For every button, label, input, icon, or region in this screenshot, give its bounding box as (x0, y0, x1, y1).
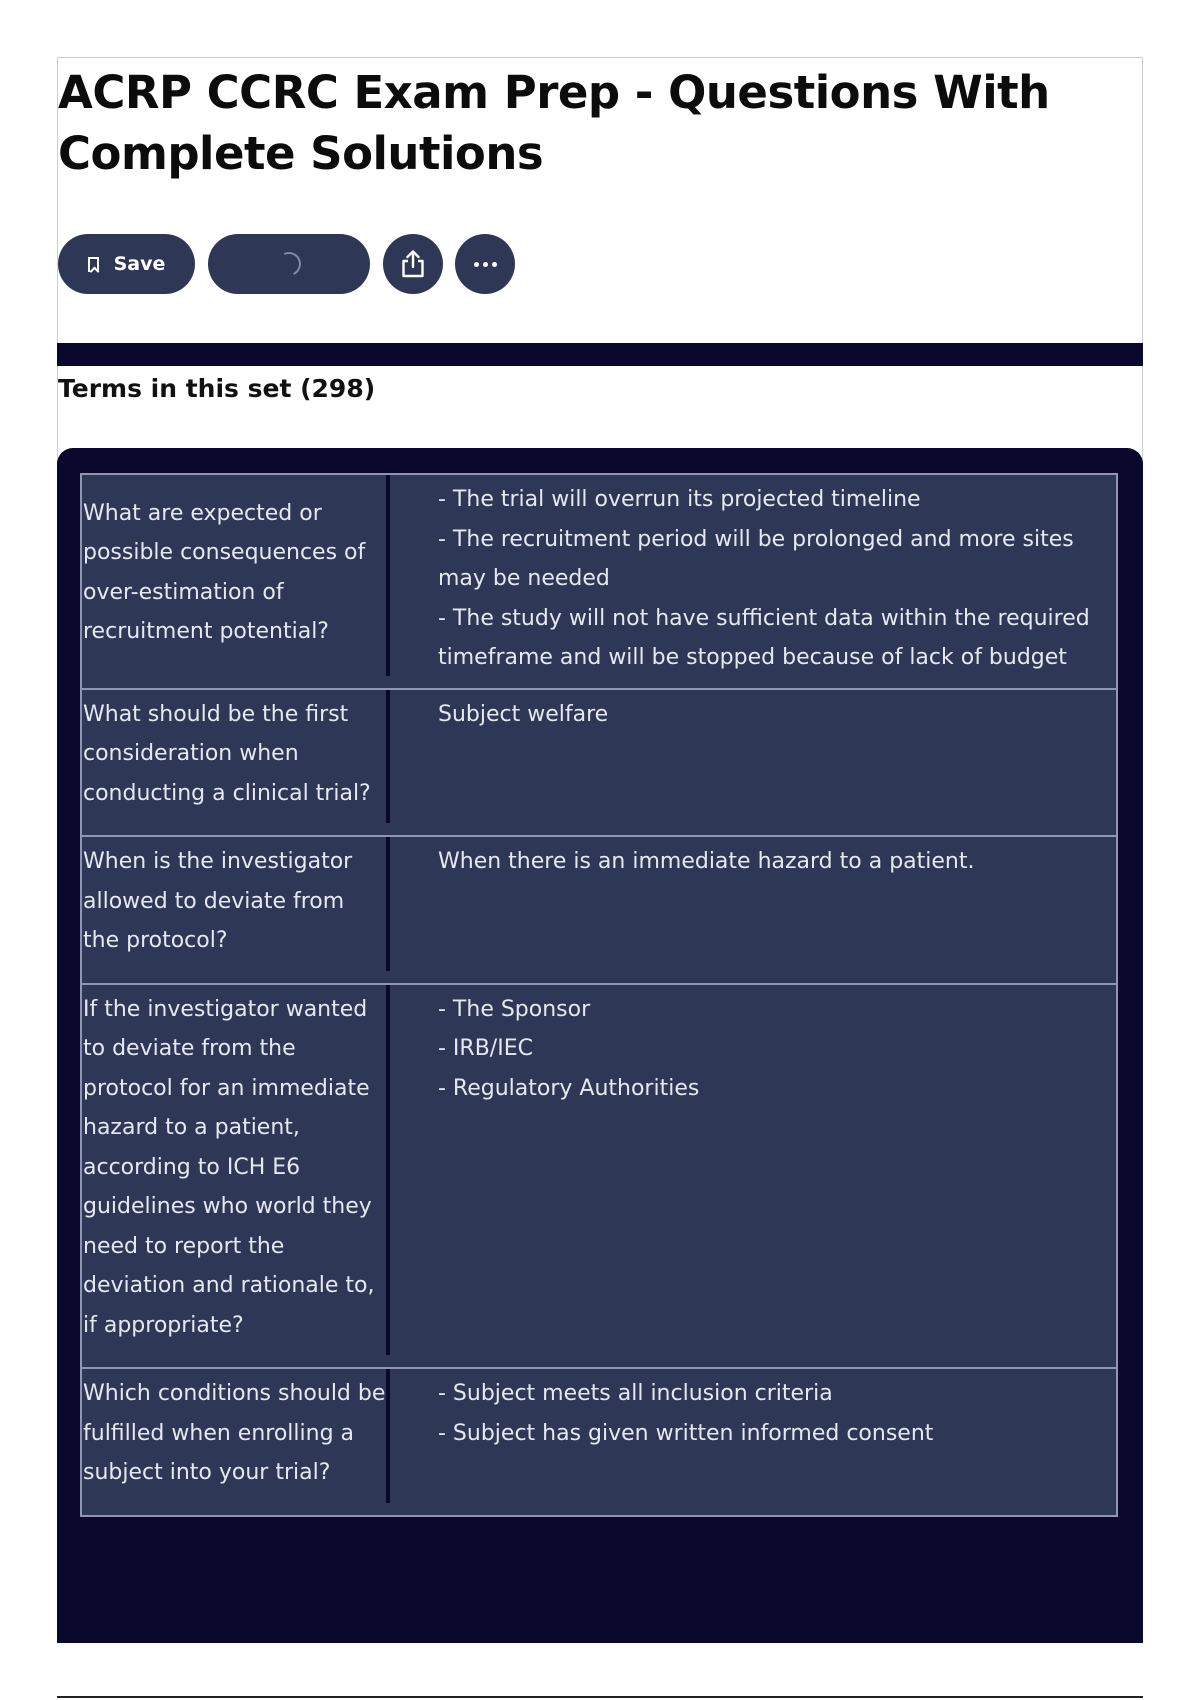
term-cell (82, 690, 390, 824)
terms-panel (57, 448, 1143, 1643)
term-text: When is the investigator allowed to deviate from the protocol? (83, 849, 353, 953)
more-options-button[interactable] (455, 234, 515, 294)
definition-cell: - The trial will overrun its projected timeline - The recruitment period will be prolonged and more sites may be needed - The study will not have sufficient data within the required timeframe and will be stopped because of lack of budget (438, 487, 1090, 670)
spinner-icon (274, 249, 305, 280)
term-cell (82, 837, 390, 971)
save-button[interactable] (58, 234, 195, 294)
share-button[interactable] (383, 234, 443, 294)
definition-cell: - The Sponsor - IRB/IEC - Regulatory Authorities (438, 996, 700, 1101)
term-row (80, 690, 1118, 838)
loading-button[interactable] (208, 234, 370, 294)
term-cell (82, 1369, 390, 1503)
section-divider (57, 343, 1143, 366)
save-button-label: Save (113, 253, 166, 275)
toolbar (58, 233, 527, 295)
term-row (80, 1369, 1118, 1517)
bottom-rule (57, 1696, 1143, 1698)
definition-cell: - Subject meets all inclusion criteria - Subject has given written informed consent (438, 1381, 934, 1446)
term-cell (82, 985, 390, 1356)
terms-table (80, 473, 1118, 1517)
term-text: Which conditions should be fulfilled when enrolling a subject into your trial? (83, 1381, 386, 1485)
term-row (80, 985, 1118, 1370)
term-row (80, 473, 1118, 690)
definition-cell: Subject welfare (438, 701, 609, 727)
share-icon (400, 249, 426, 279)
term-text: What should be the first consideration when conducting a clinical trial? (83, 701, 371, 806)
term-cell (82, 475, 390, 676)
bookmark-icon (88, 257, 99, 272)
term-text: If the investigator wanted to deviate from the protocol for an immediate hazard to a patient, according to ICH E6 guidelines who world they need to report the deviation and rationale to, if appropriate? (83, 996, 375, 1338)
term-text: What are expected or possible consequences of over-estimation of recruitment potential? (83, 500, 366, 645)
term-row (80, 837, 1118, 985)
terms-heading: Terms in this set (298) (58, 374, 376, 403)
page-title: ACRP CCRC Exam Prep - Questions With Complete Solutions (58, 66, 1050, 180)
more-horizontal-icon (474, 262, 497, 267)
definition-cell: When there is an immediate hazard to a patient. (438, 849, 975, 874)
